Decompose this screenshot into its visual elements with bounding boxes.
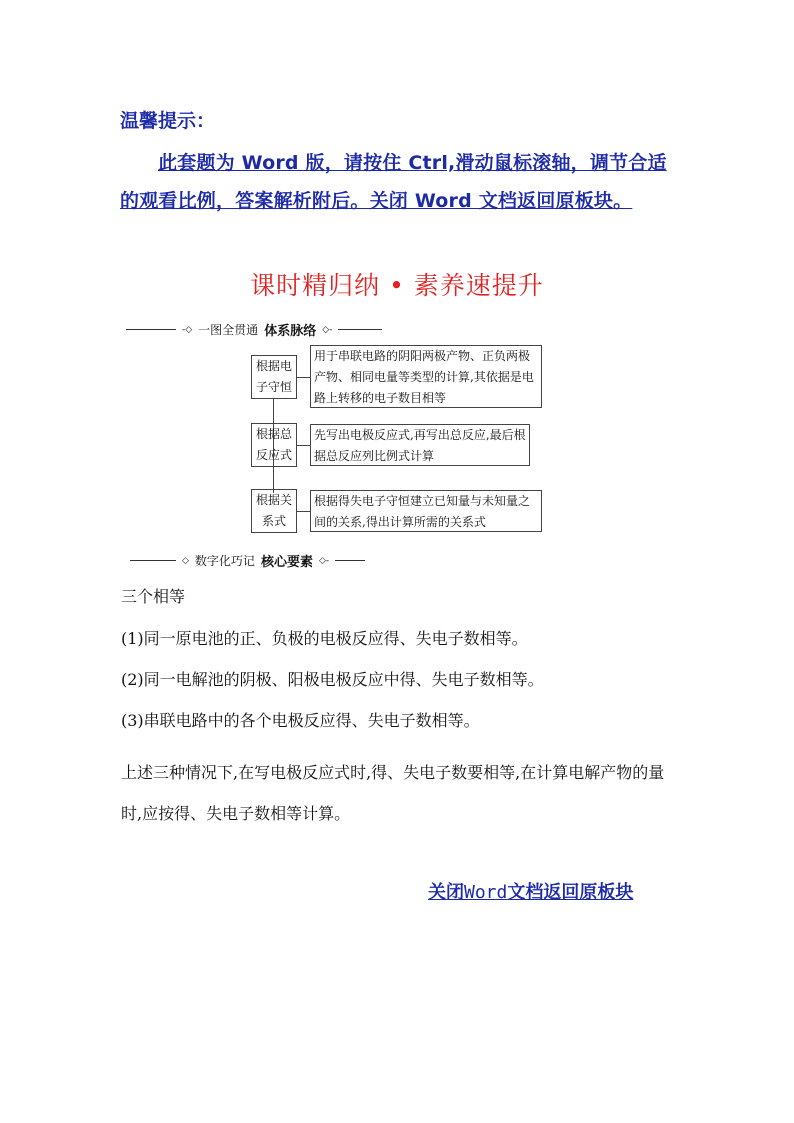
content-summary: 上述三种情况下,在写电极反应式时,得、失电子数要相等,在计算电解产物的量时,应按得、失电子数相等计算。 (121, 763, 665, 823)
connector-horizontal (297, 511, 310, 512)
diagram-label-3 (251, 489, 297, 533)
diagram-label-2 (251, 423, 297, 467)
diamond-icon: ◇ (182, 555, 189, 566)
label-line: 根据总 (255, 427, 292, 441)
label-line: 根据电 (255, 359, 292, 373)
section-sub-label: 数字化巧记 (194, 554, 255, 568)
notice-body: 此套题为 Word 版，请按住 Ctrl,滑动鼠标滚轴，调节合适的观看比例，答案解析附后。关闭 Word 文档返回原板块。 (120, 152, 667, 212)
label-line: 反应式 (255, 448, 292, 462)
link-text: 文档返回原板块 (507, 882, 634, 903)
list-item: (2)同一电解池的阴极、阳极电极反应中得、失电子数相等。 (121, 670, 544, 689)
label-line: 子守恒 (255, 380, 292, 394)
divider (126, 329, 176, 330)
connector-horizontal (297, 377, 310, 378)
list-item: (1)同一原电池的正、负极的电极反应得、失电子数相等。 (121, 629, 528, 648)
label-line: 根据关 (255, 493, 292, 507)
section-header-system (126, 320, 382, 339)
section-main-label: 体系脉络 (264, 324, 317, 339)
diagram-label-1 (251, 355, 297, 399)
diamond-icon: ◇- (322, 324, 333, 335)
divider (338, 329, 382, 330)
diagram-text-1: 用于串联电路的阴阳两极产物、正负两极产物、相同电量等类型的计算,其依据是电路上转移的电子数目相等 (310, 345, 542, 408)
close-word-link[interactable] (428, 878, 633, 904)
notice-title: 温馨提示： (120, 110, 216, 132)
content-heading: 三个相等 (121, 587, 186, 606)
section-main-label: 核心要素 (260, 555, 313, 570)
divider (335, 560, 365, 561)
section-sub-label: 一图全贯通 (198, 323, 259, 337)
diagram-text-2: 先写出电极反应式,再写出总反应,最后根据总反应列比例式计算 (310, 424, 530, 466)
diamond-icon: ◇- (318, 555, 330, 566)
link-text: 关闭 (428, 882, 464, 903)
label-line: 系式 (261, 514, 286, 528)
section-header-core (130, 551, 365, 570)
diamond-icon: -◇ (182, 324, 193, 335)
diagram-text-3: 根据得失电子守恒建立已知量与未知量之间的关系,得出计算所需的关系式 (310, 490, 542, 532)
divider (130, 560, 176, 561)
link-text: Word (464, 882, 508, 903)
lesson-title: 课时精归纳 • 素养速提升 (250, 271, 544, 300)
connector-horizontal (297, 445, 310, 446)
list-item: (3)串联电路中的各个电极反应得、失电子数相等。 (121, 711, 480, 730)
